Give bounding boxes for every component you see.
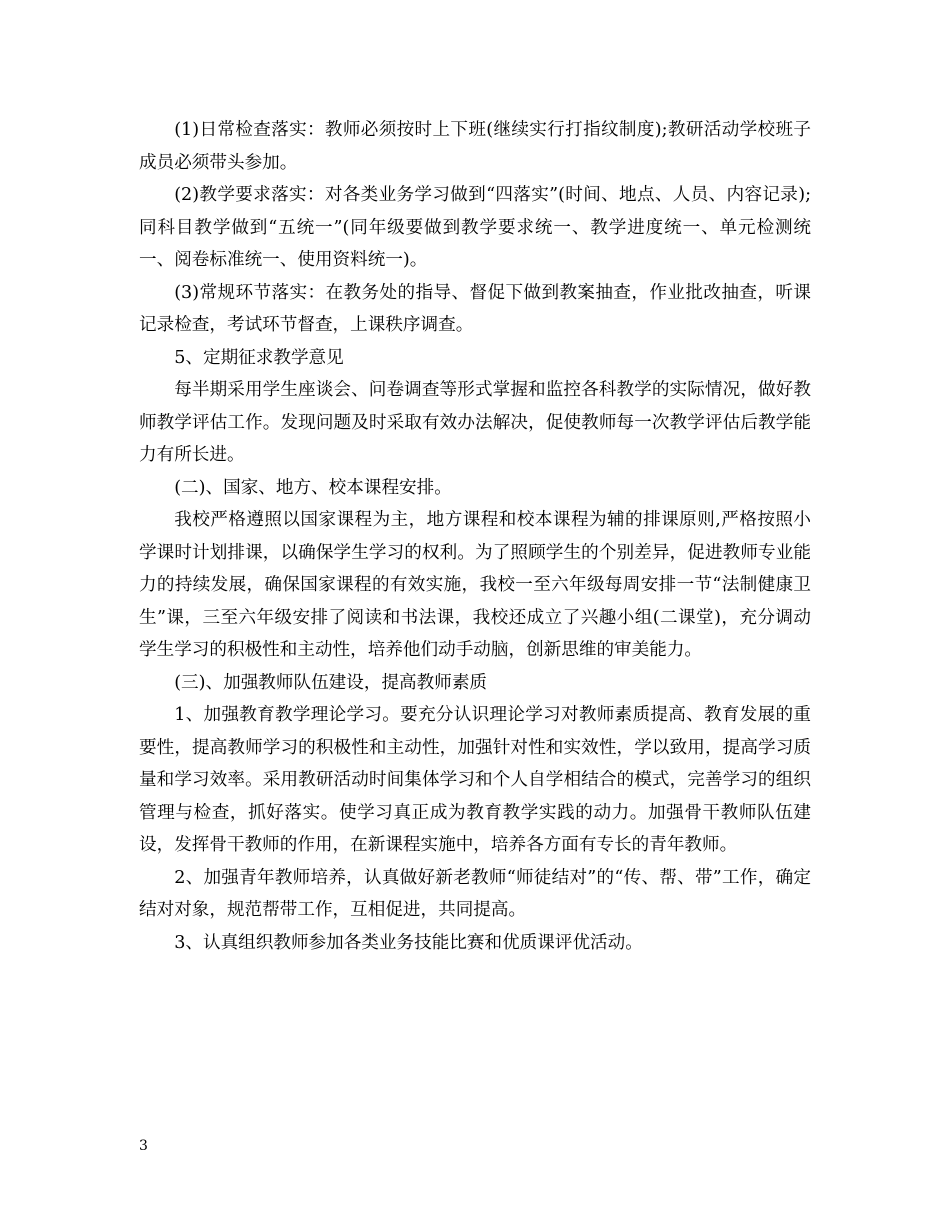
document-body [139,114,811,959]
paragraph-theory-study: 1、加强教育教学理论学习。要充分认识理论学习对教师素质提高、教育发展的重要性，提高教师学习的积极性和主动性，加强针对性和实效性，学以致用，提高学习质量和学习效率。采用教研活动时间集体学习和个人自学相结合的模式，完善学习的组织管理与检查，抓好落实。使学习真正成为教育教学实践的动力。加强骨干教师队伍建设，发挥骨干教师的作用，在新课程实施中，培养各方面有专长的青年教师。 [139,705,811,855]
page-number: 3 [139,1138,148,1154]
paragraph-routine-steps: (3)常规环节落实：在教务处的指导、督促下做到教案抽查，作业批改抽查，听课记录检查，考试环节督查，上课秩序调查。 [139,282,811,335]
section-heading-feedback: 5、定期征求教学意见 [174,347,344,368]
paragraph-teaching-requirements: (2)教学要求落实：对各类业务学习做到“四落实”(时间、地点、人员、内容记录);同科目教学做到“五统一”(同年级要做到教学要求统一、教学进度统一、单元检测统一、阅卷标准统一、使用资料统一)。 [139,185,811,270]
paragraph-young-teachers: 2、加强青年教师培养，认真做好新老教师“师徒结对”的“传、帮、带”工作，确定结对对象，规范帮带工作，互相促进，共同提高。 [139,867,811,920]
section-heading-curriculum: (二)、国家、地方、校本课程安排。 [174,477,452,498]
paragraph-daily-check: (1)日常检查落实：教师必须按时上下班(继续实行打指纹制度);教研活动学校班子成员必须带头参加。 [139,120,811,173]
paragraph-curriculum: 我校严格遵照以国家课程为主，地方课程和校本课程为辅的排课原则,严格按照小学课时计划排课，以确保学生学习的权利。为了照顾学生的个别差异，促进教师专业能力的持续发展，确保国家课程的有效实施，我校一至六年级每周安排一节“法制健康卫生”课，三至六年级安排了阅读和书法课，我校还成立了兴趣小组(二课堂)，充分调动学生学习的积极性和主动性，培养他们动手动脑，创新思维的审美能力。 [139,510,811,660]
section-heading-teacher-team: (三)、加强教师队伍建设，提高教师素质 [174,672,488,693]
paragraph-competitions: 3、认真组织教师参加各类业务技能比赛和优质课评优活动。 [174,932,643,953]
paragraph-feedback: 每半期采用学生座谈会、问卷调查等形式掌握和监控各科教学的实际情况，做好教师教学评估工作。发现问题及时采取有效办法解决，促使教师每一次教学评估后教学能力有所长进。 [139,380,811,465]
